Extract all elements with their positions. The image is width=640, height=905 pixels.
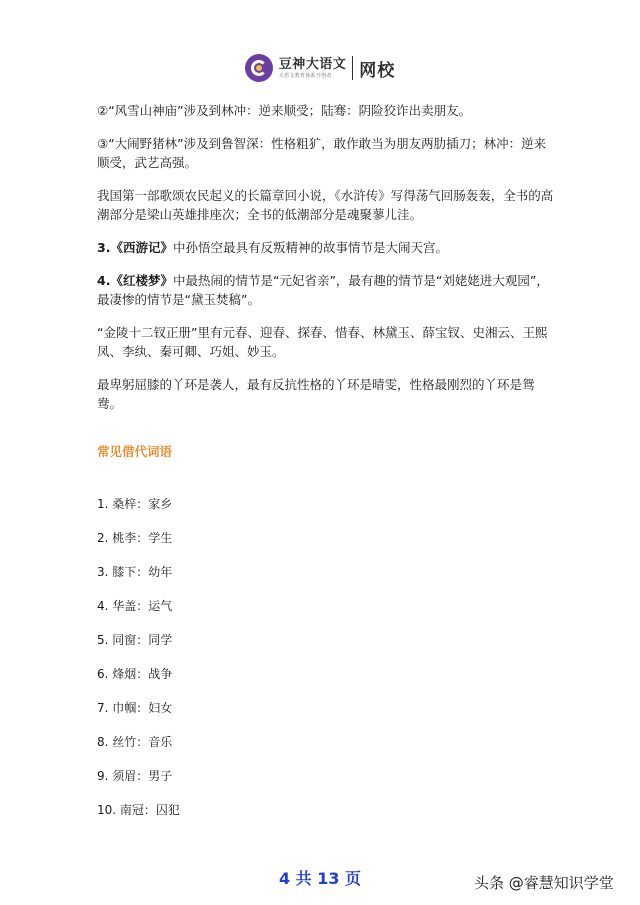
paragraph-jinling: “金陵十二钗正册”里有元春、迎春、探春、惜春、林黛玉、薛宝钗、史湘云、王熙凤、李纨、秦可卿、巧姐、妙玉。 <box>97 325 548 359</box>
book-title: 《西游记》 <box>110 240 173 255</box>
list-item: 1. 桑梓：家乡 <box>97 497 173 511</box>
paragraph-yahuan: 最卑躬屈膝的丫环是袭人，最有反抗性格的丫环是晴雯，性格最刚烈的丫环是鸳鸯。 <box>97 377 535 411</box>
brand-name: 豆神大语文 <box>278 56 347 72</box>
document-body <box>97 101 557 836</box>
list-item: 9. 须眉：男子 <box>97 769 173 783</box>
watermark: 头条 @睿慧知识学堂 <box>474 874 614 892</box>
section-heading: 常见借代词语 <box>97 444 173 459</box>
list-item: 7. 巾帼：妇女 <box>97 701 173 715</box>
list-item: 2. 桃李：学生 <box>97 531 173 545</box>
brand-logo <box>245 54 396 82</box>
page-header <box>0 50 640 86</box>
brand-slogan: 大语文教育体系开创者 <box>278 72 332 79</box>
page-number: 4 共 13 页 <box>278 869 362 888</box>
item-text: 中孙悟空最具有反叛精神的故事情节是大闹天宫。 <box>172 240 448 255</box>
item-number: 4. <box>97 273 111 288</box>
logo-divider <box>352 56 353 80</box>
metonymy-list <box>97 496 557 836</box>
brand-school: 网校 <box>359 60 396 81</box>
paragraph-xiyouji <box>97 238 557 257</box>
paragraph-shuihu: 我国第一部歌颂农民起义的长篇章回小说，《水浒传》写得荡气回肠轰轰，全书的高潮部分是梁山英雄排座次；全书的低潮部分是魂聚蓼儿洼。 <box>97 188 554 222</box>
list-item: 4. 华盖：运气 <box>97 599 173 613</box>
paragraph-fengxue: ②“风雪山神庙”涉及到林冲：逆来顺受；陆骞：阴险狡诈出卖朋友。 <box>97 103 472 118</box>
paragraph-yezhulin: ③“大闹野猪林”涉及到鲁智深：性格粗犷，敢作敢当为朋友两肋插刀；林冲：逆来顺受，武艺高强。 <box>97 136 547 170</box>
list-item: 5. 同窗：同学 <box>97 633 173 647</box>
list-item: 8. 丝竹：音乐 <box>97 735 173 749</box>
item-text: 中最热闹的情节是“元妃省亲”，最有趣的情节是“刘姥姥进大观园”，最凄惨的情节是“黛玉焚稿”。 <box>97 273 549 307</box>
paragraph-hongloumeng <box>97 271 557 309</box>
doushen-logo-icon <box>245 54 273 82</box>
list-item: 3. 膝下：幼年 <box>97 565 173 579</box>
book-title: 《红楼梦》 <box>110 273 173 288</box>
item-number: 3. <box>97 240 111 255</box>
list-item: 10. 南冠：囚犯 <box>97 803 180 817</box>
brand-text-block <box>279 57 347 80</box>
list-item: 6. 烽烟：战争 <box>97 667 173 681</box>
